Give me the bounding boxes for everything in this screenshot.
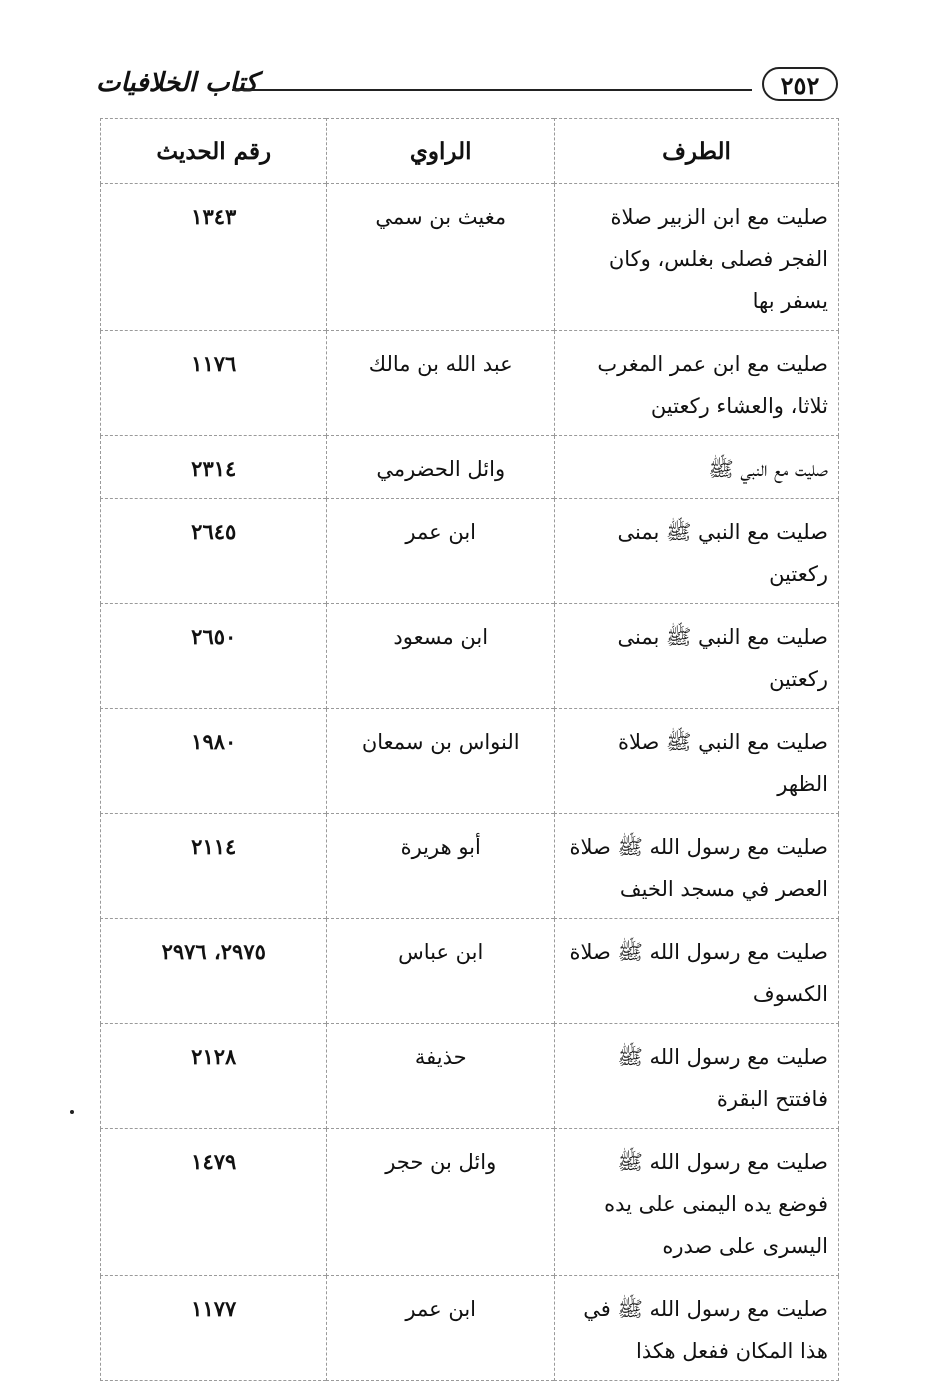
cell-hadith-number: ٢٦٤٥ xyxy=(101,499,327,604)
book-title: كتاب الخلافيات xyxy=(96,68,258,98)
cell-taraf: صليت مع النبي ﷺ صلاة الظهر xyxy=(554,709,838,814)
cell-rawi: مغيث بن سمي xyxy=(327,184,554,331)
column-header-hadith-number: رقم الحديث xyxy=(101,119,327,184)
hadith-index-table xyxy=(100,118,839,1381)
cell-rawi: عبد الله بن مالك xyxy=(327,331,554,436)
column-header-taraf: الطرف xyxy=(554,119,838,184)
page-header xyxy=(96,60,844,112)
cell-hadith-number: ٢٦٥٠ xyxy=(101,604,327,709)
cell-rawi: وائل بن حجر xyxy=(327,1129,554,1276)
cell-hadith-number: ١١٧٧ xyxy=(101,1276,327,1381)
table-header-row xyxy=(101,119,839,184)
page-number: ٢٥٢ xyxy=(762,67,838,101)
cell-hadith-number: ١٣٤٣ xyxy=(101,184,327,331)
cell-rawi: ابن عمر xyxy=(327,499,554,604)
cell-taraf: صليت مع النبي ﷺ بمنى ركعتين xyxy=(554,499,838,604)
column-header-rawi: الراوي xyxy=(327,119,554,184)
cell-hadith-number: ٢٩٧٥، ٢٩٧٦ xyxy=(101,919,327,1024)
stray-dot xyxy=(70,1110,74,1114)
table-row xyxy=(101,604,839,709)
table-row xyxy=(101,184,839,331)
cell-taraf: صليت مع رسول الله ﷺ صلاة الكسوف xyxy=(554,919,838,1024)
table-row xyxy=(101,814,839,919)
cell-taraf: صليت مع رسول الله ﷺ في هذا المكان ففعل هكذا xyxy=(554,1276,838,1381)
cell-rawi: ابن مسعود xyxy=(327,604,554,709)
table-row xyxy=(101,436,839,499)
cell-hadith-number: ١٤٧٩ xyxy=(101,1129,327,1276)
cell-rawi: ابن عمر xyxy=(327,1276,554,1381)
cell-taraf: صليت مع ابن عمر المغرب ثلاثا، والعشاء ركعتين xyxy=(554,331,838,436)
cell-taraf: صليت مع ابن الزبير صلاة الفجر فصلى بغلس، وكان يسفر بها xyxy=(554,184,838,331)
table-row xyxy=(101,331,839,436)
cell-hadith-number: ٢٣١٤ xyxy=(101,436,327,499)
table-row xyxy=(101,499,839,604)
table-row xyxy=(101,1129,839,1276)
cell-hadith-number: ١١٧٦ xyxy=(101,331,327,436)
cell-rawi: ابن عباس xyxy=(327,919,554,1024)
cell-hadith-number: ٢١١٤ xyxy=(101,814,327,919)
cell-hadith-number: ١٩٨٠ xyxy=(101,709,327,814)
table-row xyxy=(101,919,839,1024)
cell-taraf: صليت مع رسول الله ﷺ فوضع يده اليمنى على يده اليسرى على صدره xyxy=(554,1129,838,1276)
table-row xyxy=(101,1024,839,1129)
table-row xyxy=(101,709,839,814)
cell-rawi: أبو هريرة xyxy=(327,814,554,919)
cell-taraf: صليت مع النبي ﷺ xyxy=(554,436,838,499)
header-rule xyxy=(232,89,752,91)
table-row xyxy=(101,1276,839,1381)
cell-rawi: حذيفة xyxy=(327,1024,554,1129)
cell-taraf: صليت مع النبي ﷺ بمنى ركعتين xyxy=(554,604,838,709)
cell-taraf: صليت مع رسول الله ﷺ فافتتح البقرة xyxy=(554,1024,838,1129)
cell-rawi: وائل الحضرمي xyxy=(327,436,554,499)
cell-hadith-number: ٢١٢٨ xyxy=(101,1024,327,1129)
cell-rawi: النواس بن سمعان xyxy=(327,709,554,814)
cell-taraf: صليت مع رسول الله ﷺ صلاة العصر في مسجد الخيف xyxy=(554,814,838,919)
